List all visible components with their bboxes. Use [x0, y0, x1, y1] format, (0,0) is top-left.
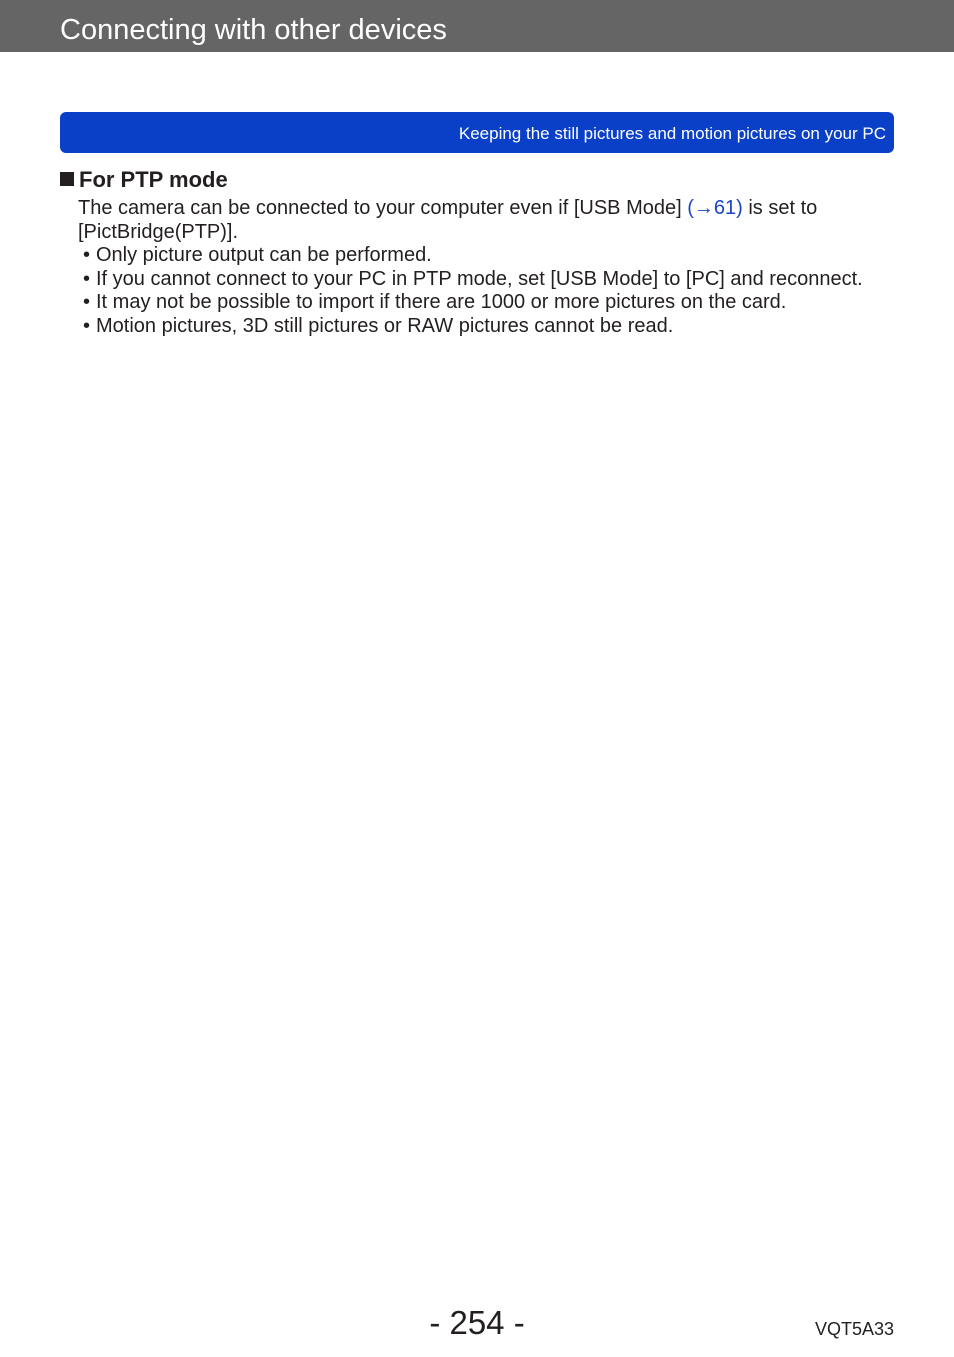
- list-item: [78, 291, 878, 315]
- intro-text: The camera can be connected to your computer even if [USB Mode]: [78, 197, 688, 219]
- bullet-icon: •: [83, 314, 91, 337]
- intro-text-continued: is set to [PictBridge(PTP)].: [78, 197, 818, 243]
- page-title: Connecting with other devices: [60, 14, 447, 46]
- bullet-icon: •: [83, 267, 91, 290]
- section-body: [78, 197, 878, 338]
- intro-paragraph: [78, 197, 878, 244]
- banner-text: Keeping the still pictures and motion pictures on your PC: [458, 124, 886, 143]
- list-item: [78, 268, 878, 292]
- page-reference-link[interactable]: (→61): [687, 197, 743, 219]
- section-heading: [60, 166, 228, 194]
- bullet-icon: •: [83, 291, 91, 313]
- notes-list: [78, 244, 878, 338]
- note-text: Motion pictures, 3D still pictures or RAW pictures cannot be read.: [96, 314, 674, 337]
- list-item: [78, 244, 878, 268]
- note-text: If you cannot connect to your PC in PTP mode, set [USB Mode] to [PC] and reconnect.: [96, 267, 863, 290]
- section-heading-text: For PTP mode: [79, 167, 228, 192]
- list-item: [78, 315, 878, 339]
- header-bar: [0, 0, 954, 52]
- document-code: VQT5A33: [814, 1319, 894, 1339]
- square-bullet-icon: [60, 172, 74, 186]
- note-text: Only picture output can be performed.: [96, 244, 432, 266]
- section-banner: [60, 112, 894, 153]
- note-text: It may not be possible to import if there are 1000 or more pictures on the card.: [96, 291, 787, 313]
- bullet-icon: •: [83, 244, 91, 266]
- page-number: - 254 -: [429, 1304, 525, 1341]
